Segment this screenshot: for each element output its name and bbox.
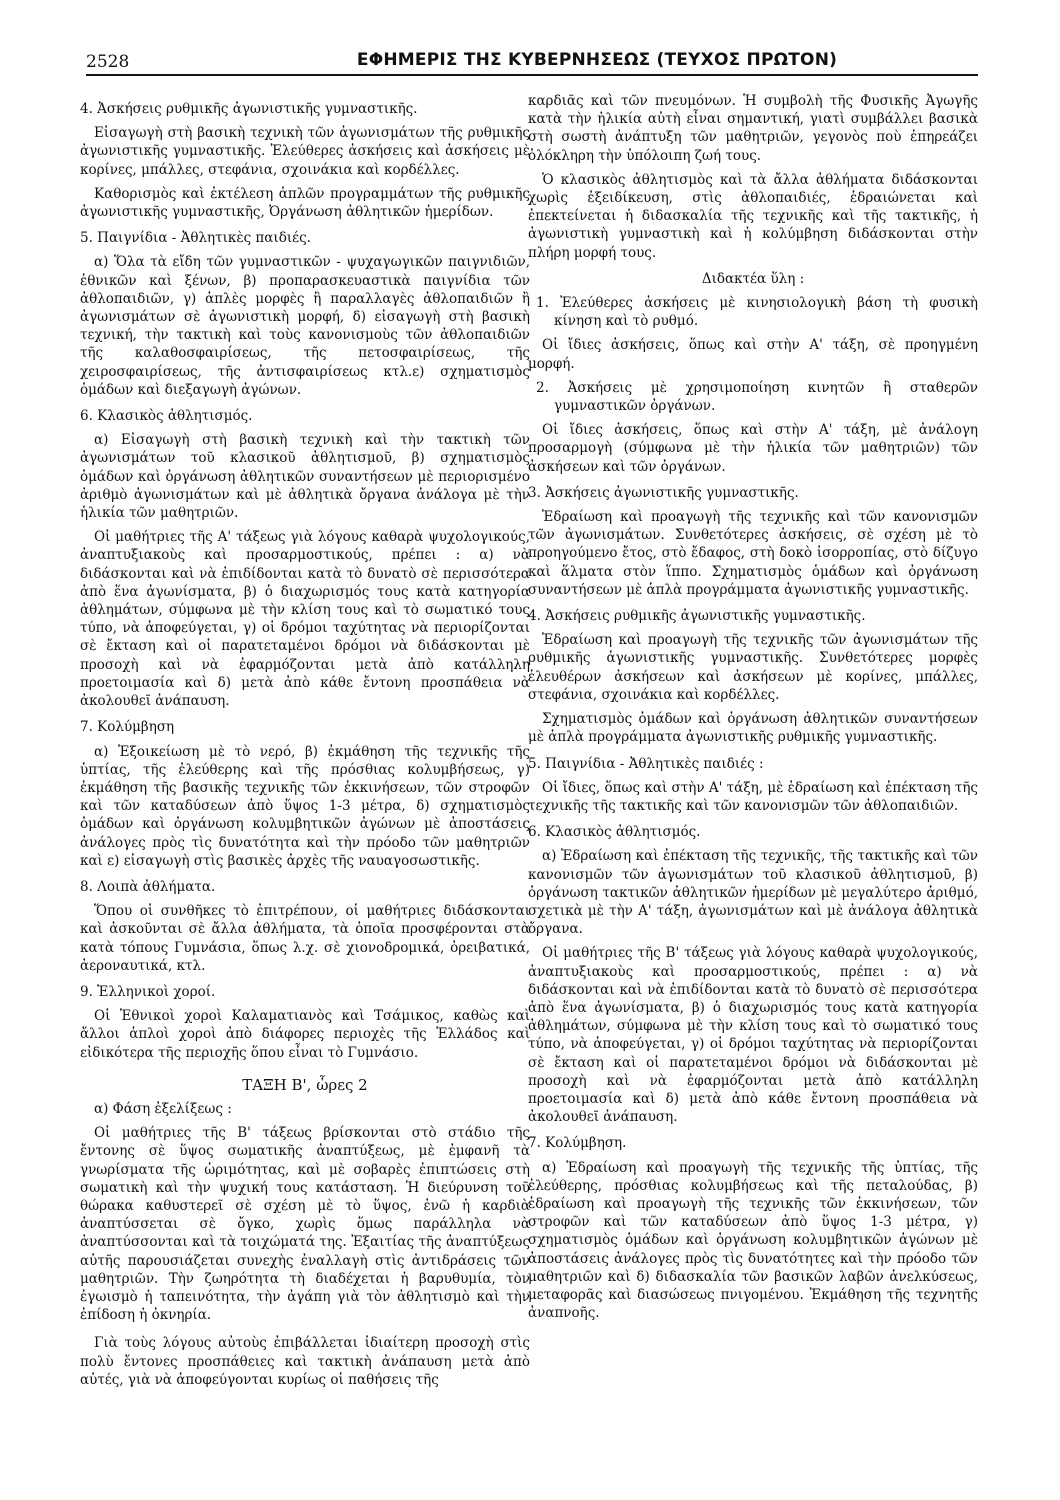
paragraph: Ἑδραίωση καὶ προαγωγὴ τῆς τεχνικῆς τῶν ἀγωνισμάτων τῆς ρυθμικῆς ἀγωνιστικῆς γυμναστικῆς. Συνθετότερες μορφὲς ἐλευθέρων ἀσκήσεων καὶ ἀσκήσεων μὲ κορίνες, μπάλλες, στεφάνια, σχοινάκια καὶ κορδέλλες.	[528, 632, 978, 703]
paragraph: Καθορισμὸς καὶ ἐκτέλεση ἁπλῶν προγραμμάτων τῆς ρυθμικῆς ἀγωνιστικῆς γυμναστικῆς, Ὀργάνωση ἀθλητικῶν ἡμερίδων.	[80, 185, 530, 221]
section-heading: 3. Ἀσκήσεις ἀγωνιστικῆς γυμναστικῆς.	[528, 484, 799, 501]
section-heading: 4. Ἀσκήσεις ρυθμικῆς ἀγωνιστικῆς γυμναστικῆς.	[80, 101, 418, 117]
left-column	[80, 92, 530, 1492]
section-heading: 1. Ἐλεύθερες ἀσκήσεις μὲ κινησιολογικὴ βάση τὴ φυσικὴ κίνηση καὶ τὸ ρυθμό.	[536, 295, 978, 330]
section-heading: 4. Ἀσκήσεις ρυθμικῆς ἀγωνιστικῆς γυμναστικῆς.	[528, 608, 866, 625]
class-heading: ΤΑΞΗ Β', ὧρες 2	[242, 1075, 368, 1094]
paragraph: Σχηματισμὸς ὁμάδων καὶ ὀργάνωση ἀθλητικῶν συναντήσεων μὲ ἁπλὰ προγράμματα ἀγωνιστικῆς ρυθμικῆς γυμναστικῆς.	[528, 711, 978, 746]
paragraph: καρδιᾶς καὶ τῶν πνευμόνων. Ἡ συμβολὴ τῆς Φυσικῆς Ἀγωγῆς κατὰ τὴν ἡλικία αὐτὴ εἶναι σημαντική, γιατὶ συμβάλλει βασικὰ στὴ σωστὴ ἀνάπτυξη τῶν μαθητριῶν, γεγονὸς ποὺ ἐπηρεάζει ὁλόκληρη τὴν ὑπόλοιπη ζωή τους.	[528, 93, 978, 164]
paragraph: Οἱ μαθήτριες τῆς Β' τάξεως γιὰ λόγους καθαρὰ ψυχολογικούς, ἀναπτυξιακοὺς καὶ προσαρμοστικούς, πρέπει : α) νὰ διδάσκονται καὶ νὰ ἐπιδίδονται κατὰ τὸ δυνατὸ σὲ περισσότερα ἀπὸ ἕνα ἀγωνίσματα, β) ὁ διαχωρισμός τους κατὰ κατηγορία ἀθλημάτων, σύμφωνα μὲ τὴν κλίση τους καὶ τὸ σωματικό τους τύπο, νὰ ἀποφεύγεται, γ) οἱ δρόμοι ταχύτητας νὰ περιορίζονται σὲ ἔκταση καὶ οἱ παρατεταμένοι δρόμοι νὰ διδάσκονται μὲ προσοχὴ καὶ νὰ ἐφαρμόζονται μετὰ ἀπὸ κατάλληλη προετοιμασία καὶ δ) μετὰ ἀπὸ κάθε ἔντονη προσπάθεια νὰ ἀκολουθεῖ ἀνάπαυση.	[528, 945, 978, 1126]
journal-title: ΕΦΗΜΕΡΙΣ ΤΗΣ ΚΥΒΕΡΝΗΣΕΩΣ (ΤΕΥΧΟΣ ΠΡΩΤΟΝ)	[356, 50, 838, 70]
paragraph: Ὁ κλασικὸς ἀθλητισμὸς καὶ τὰ ἄλλα ἀθλήματα διδάσκονται χωρὶς ἐξειδίκευση, στὶς ἀθλοπαιδιές, ἑδραιώνεται καὶ ἐπεκτείνεται ἡ διδασκαλία τῆς τεχνικῆς καὶ τῆς τακτικῆς, ἡ ἀγωνιστικὴ γυμναστικὴ καὶ ἡ κολύμβηση διδάσκονται στὴν πλήρη μορφή τους.	[528, 171, 978, 261]
paragraph: Οἱ ἴδιες ἀσκήσεις, ὅπως καὶ στὴν Α' τάξη, μὲ ἀνάλογη προσαρμογὴ (σύμφωνα μὲ τὴν ἡλικία τῶν μαθητριῶν) τῶν ἀσκήσεων καὶ τῶν ὀργάνων.	[528, 422, 978, 475]
paragraph: Οἱ Ἐθνικοὶ χοροὶ Καλαματιανὸς καὶ Τσάμικος, καθὼς καὶ ἄλλοι ἁπλοὶ χοροὶ ἀπὸ διάφορες περιοχὲς τῆς Ἑλλάδος καὶ εἰδικότερα τῆς περιοχῆς ὅπου εἶναι τὸ Γυμνάσιο.	[80, 1008, 530, 1061]
paragraph: α) Ἐξοικείωση μὲ τὸ νερό, β) ἐκμάθηση τῆς τεχνικῆς τῆς ὑπτίας, τῆς ἐλεύθερης καὶ τῆς πρόσθιας κολυμβήσεως, γ) ἐκμάθηση τῆς βασικῆς τεχνικῆς τῶν ἐκκινήσεων, τῶν στροφῶν καὶ τῶν καταδύσεων ἀπὸ ὕψος 1-3 μέτρα, δ) σχηματισμὸς ὁμάδων καὶ ὀργάνωση κολυμβητικῶν ἀγώνων μὲ ἀποστάσεις ἀνάλογες πρὸς τὶς δυνατότητα καὶ τὴν πρόοδο τῶν μαθητριῶν καὶ ε) εἰσαγωγὴ στὶς βασικὲς ἀρχὲς τῆς ναυαγοσωστικῆς.	[80, 743, 530, 869]
paragraph: α) Ἑδραίωση καὶ προαγωγὴ τῆς τεχνικῆς τῆς ὑπτίας, τῆς ἐλεύθερης, πρόσθιας κολυμβήσεως καὶ τῆς πεταλούδας, β) ἑδραίωση καὶ προαγωγὴ τῆς τεχνικῆς τῶν ἐκκινήσεων, τῶν στροφῶν καὶ τῶν καταδύσεων ἀπὸ ὕψος 1-3 μέτρα, γ) σχηματισμὸς ὁμάδων καὶ ὀργάνωση κολυμβητικῶν ἀγώνων μὲ ἀποστάσεις ἀνάλογες πρὸς τὶς δυνατότητες καὶ τὴν πρόοδο τῶν μαθητριῶν καὶ δ) διδασκαλία τῶν βασικῶν λαβῶν ἀνελκύσεως, μεταφορᾶς καὶ διασώσεως πνιγομένου. Ἐκμάθηση τῆς τεχνητῆς ἀναπνοῆς.	[528, 1159, 978, 1322]
section-heading: 9. Ἑλληνικοὶ χοροί.	[80, 983, 216, 1000]
section-heading: 8. Λοιπὰ ἀθλήματα.	[80, 878, 216, 895]
section-heading: 7. Κολύμβηση.	[528, 1135, 627, 1152]
header-rule	[86, 74, 978, 76]
section-heading: 6. Κλασικὸς ἀθλητισμός.	[528, 824, 701, 841]
paragraph: α) Ἑδραίωση καὶ ἐπέκταση τῆς τεχνικῆς, τῆς τακτικῆς καὶ τῶν κανονισμῶν τῶν ἀγωνισμάτων τοῦ κλασικοῦ ἀθλητισμοῦ, β) ὀργάνωση τακτικῶν ἀθλητικῶν ἡμερίδων μὲ μεγαλύτερο ἀριθμό, σχετικὰ μὲ τὴν Α' τάξη, ἀγωνισμάτων καὶ μὲ ἀνάλογα ἀθλητικὰ ὄργανα.	[528, 848, 978, 938]
section-heading: 5. Παιγνίδια - Ἀθλητικὲς παιδιές :	[528, 755, 764, 772]
paragraph: α) Ὅλα τὰ εἴδη τῶν γυμναστικῶν - ψυχαγωγικῶν παιγνιδιῶν, ἐθνικῶν καὶ ξένων, β) προπαρασκευαστικὰ παιγνίδια τῶν ἀθλοπαιδιῶν, γ) ἁπλὲς μορφὲς ἢ παραλλαγὲς ἀθλοπαιδιῶν ἢ ἀγωνισμάτων σὲ ἀγωνιστικὴ μορφή, δ) εἰσαγωγὴ στὴ βασικὴ τεχνική, τὴν τακτικὴ καὶ τοὺς κανονισμοὺς τῶν ἀθλοπαιδιῶν τῆς καλαθοσφαιρίσεως, τῆς πετοσφαιρίσεως, τῆς χειροσφαιρίσεως, τῆς ἀντισφαιρίσεως κτλ.ε) σχηματισμὸς ὁμάδων καὶ διεξαγωγὴ ἀγώνων.	[80, 254, 530, 398]
section-heading: 5. Παιγνίδια - Ἀθλητικὲς παιδιές.	[80, 230, 311, 247]
page-number: 2528	[86, 52, 130, 72]
paragraph: Ἑδραίωση καὶ προαγωγὴ τῆς τεχνικῆς καὶ τῶν κανονισμῶν τῶν ἀγωνισμάτων. Συνθετότερες ἀσκήσεις, σὲ σχέση μὲ τὸ προηγούμενο ἔτος, στὸ ἔδαφος, στὴ δοκὸ ἰσορροπίας, στὸ δίζυγο καὶ ἅλματα στὸν ἵππο. Σχηματισμὸς ὁμάδων καὶ ὀργάνωση συναντήσεων μὲ ἁπλὰ προγράμματα ἀγωνιστικῆς γυμναστικῆς.	[528, 509, 978, 598]
page-header	[86, 46, 978, 80]
section-heading: 6. Κλασικὸς ἀθλητισμός.	[80, 408, 253, 425]
paragraph: Οἱ ἴδιες, ὅπως καὶ στὴν Α' τάξη, μὲ ἑδραίωση καὶ ἐπέκταση τῆς τεχνικῆς τῆς τακτικῆς καὶ τῶν κανονισμῶν τῶν ἀθλοπαιδιῶν.	[528, 779, 978, 814]
paragraph: Οἱ μαθήτριες τῆς Β' τάξεως βρίσκονται στὸ στάδιο τῆς ἔντονης σὲ ὕψος σωματικῆς ἀναπτύξεως, μὲ ἐμφανῆ τὰ γνωρίσματα τῆς ὡριμότητας, καὶ μὲ σοβαρὲς ἐπιπτώσεις στὴ σωματικὴ καὶ τὴν ψυχική τους κατάσταση. Ἡ διεύρυνση τοῦ θώρακα καθυστερεῖ σὲ σχέση μὲ τὸ ὕψος, ἐνῶ ἡ καρδιὰ ἀναπτύσσεται σὲ ὄγκο, χωρὶς ὅμως παράλληλα νὰ ἀναπτύσσονται καὶ τὰ τοιχώματά της. Ἐξαιτίας τῆς ἀναπτύξεως αὐτῆς παρουσιάζεται συνεχὴς ἐναλλαγὴ στὶς ἀντιδράσεις τῶν μαθητριῶν. Τὴν ζωηρότητα τὴ διαδέχεται ἡ βαρυθυμία, τὸν ἐγωισμὸ ἡ ταπεινότητα, τὴν ἀγάπη γιὰ τὸν ἀθλητισμὸ καὶ τὴν ἐπίδοση ἡ ὀκνηρία.	[80, 1125, 530, 1324]
section-heading: 2. Ἀσκήσεις μὲ χρησιμοποίηση κινητῶν ἢ σταθερῶν γυμναστικῶν ὀργάνων.	[536, 379, 978, 415]
paragraph: Οἱ ἴδιες ἀσκήσεις, ὅπως καὶ στὴν Α' τάξη, σὲ προηγμένη μορφή.	[528, 337, 978, 372]
paragraph: Ὅπου οἱ συνθῆκες τὸ ἐπιτρέπουν, οἱ μαθήτριες διδάσκονται καὶ ἀσκοῦνται σὲ ἄλλα ἀθλήματα, τὰ ὁποῖα προσφέρονται στὰ κατὰ τόπους Γυμνάσια, ὅπως λ.χ. σὲ χιονοδρομικά, ὀρειβατικά, ἀεροναυτικά, κτλ.	[80, 903, 530, 974]
syllabus-heading: Διδακτέα ὕλη :	[701, 270, 805, 287]
section-heading: 7. Κολύμβηση	[80, 719, 175, 736]
paragraph: α) Εἰσαγωγὴ στὴ βασικὴ τεχνικὴ καὶ τὴν τακτικὴ τῶν ἀγωνισμάτων τοῦ κλασικοῦ ἀθλητισμοῦ, β) σχηματισμὸς ὁμάδων καὶ ὀργάνωση ἀθλητικῶν συναντήσεων μὲ περιορισμένο ἀριθμὸ ἀγωνισμάτων καὶ μὲ ἀθλητικὰ ὄργανα ἀνάλογα μὲ τὴν ἡλικία τῶν μαθητριῶν.	[80, 432, 530, 522]
subsection-heading: α) Φάση ἐξελίξεως :	[94, 1100, 232, 1117]
paragraph: Οἱ μαθήτριες τῆς Α' τάξεως γιὰ λόγους καθαρὰ ψυχολογικούς, ἀναπτυξιακοὺς καὶ προσαρμοστικούς, πρέπει : α) νὰ διδάσκονται καὶ νὰ ἐπιδίδονται κατὰ τὸ δυνατὸ σὲ περισσότερα ἀπὸ ἕνα ἀγωνίσματα, β) ὁ διαχωρισμός τους κατὰ κατηγορία ἀθλημάτων, σύμφωνα μὲ τὴν κλίση τους καὶ τὸ σωματικό τους τύπο, νὰ ἀποφεύγεται, γ) οἱ δρόμοι ταχύτητας νὰ περιορίζονται σὲ ἔκταση καὶ οἱ παρατεταμένοι δρόμοι νὰ διδάσκονται μὲ προσοχὴ καὶ νὰ ἐφαρμόζονται μετὰ ἀπὸ κατάλληλη προετοιμασία καὶ δ) μετὰ ἀπὸ κάθε ἔντονη προσπάθεια νὰ ἀκολουθεῖ ἀνάπαυση.	[80, 529, 530, 710]
paragraph: Γιὰ τοὺς λόγους αὐτοὺς ἐπιβάλλεται ἰδιαίτερη προσοχὴ στὶς πολὺ ἔντονες προσπάθειες καὶ τακτικὴ ἀνάπαυση μετὰ ἀπὸ αὐτές, γιὰ νὰ ἀποφεύγονται κυρίως οἱ παθήσεις τῆς	[80, 1335, 530, 1388]
paragraph: Εἰσαγωγὴ στὴ βασικὴ τεχνικὴ τῶν ἀγωνισμάτων τῆς ρυθμικῆς ἀγωνιστικῆς γυμναστικῆς. Ἐλεύθερες ἀσκήσεις καὶ ἀσκήσεις μὲ κορίνες, μπάλλες, στεφάνια, σχοινάκια καὶ κορδέλλες.	[80, 125, 530, 178]
right-column	[528, 92, 978, 1492]
